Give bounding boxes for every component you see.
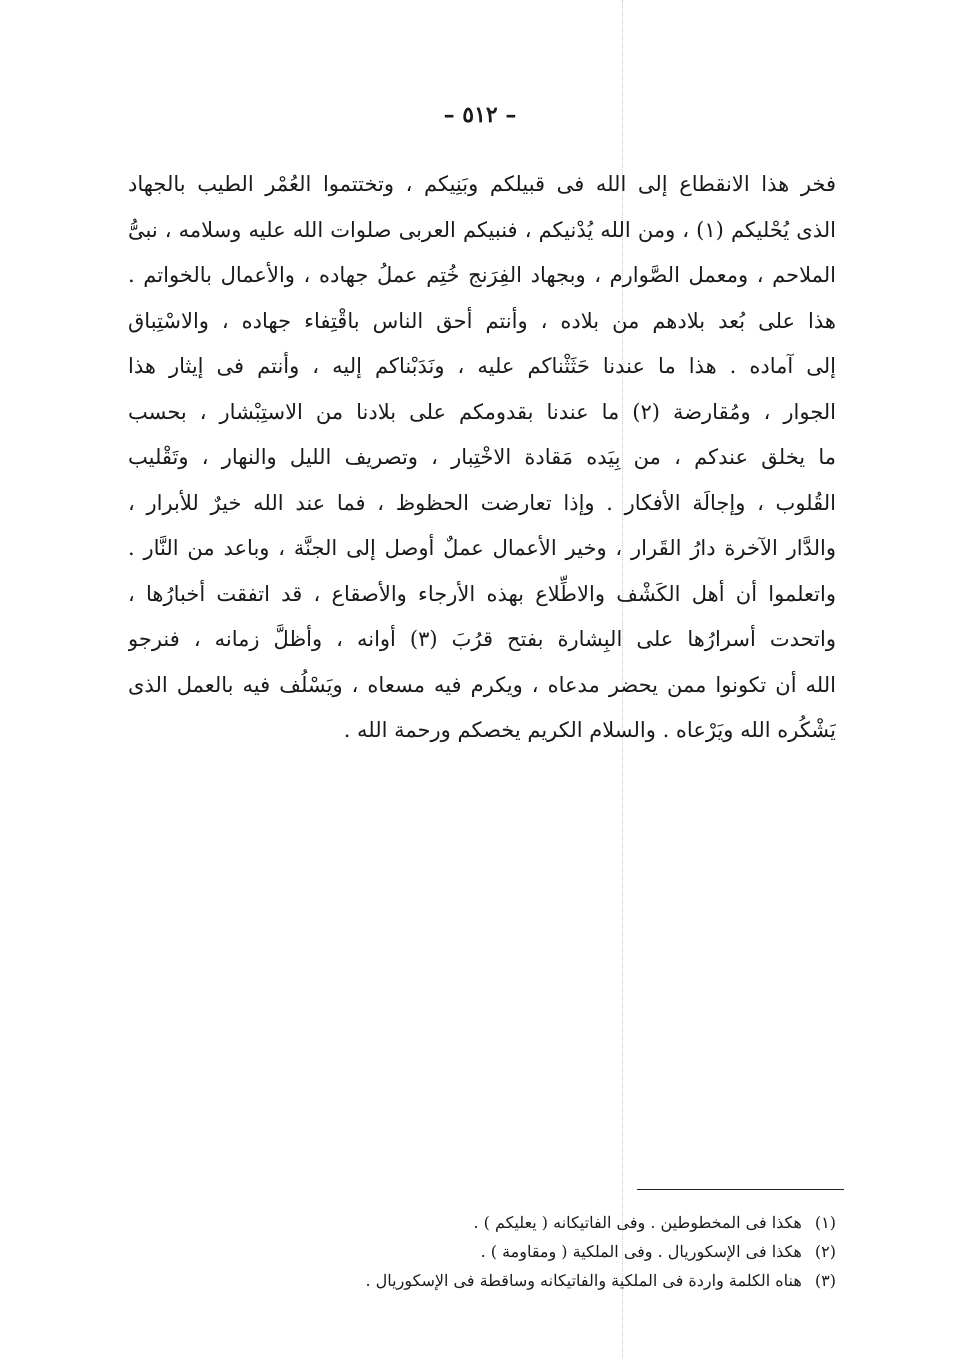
body-line: الملاحم ، ومعمل الصَّوارم ، وبجهاد الفِرَنج خُتِم عملُ جهاده ، والأعمال بالخواتم . bbox=[128, 263, 836, 287]
body-line: الجوار ، ومُقارضة (٢) ما عندنا بقدومكم على بلادنا من الاستِبْشار ، بحسب bbox=[128, 399, 836, 424]
body-line: الله أن تكونوا ممن يحضر مدعاه ، ويكرم فيه مسعاه ، ويَسْلُف فيه بالعمل الذى bbox=[128, 672, 836, 697]
footnote-text: هكذا فى المخطوطين . وفى الفاتيكانه ( يعليكم ) . bbox=[473, 1213, 802, 1232]
footnotes bbox=[200, 1208, 836, 1295]
body-line: واتعلموا أن أهل الكَشْف والاطِّلاع بهذه الأرجاء والأصقاع ، قد اتفقت أخبارُها ، bbox=[128, 581, 836, 606]
footnote-text: هكذا فى الإسكوريال . وفى الملكية ( ومقاومة ) . bbox=[480, 1242, 802, 1261]
body-line: القُلوب ، وإجالَة الأفكار . وإذا تعارضت الحظوظ ، فما عند الله خيرٌ للأبرار ، bbox=[128, 490, 836, 515]
footnote-3 bbox=[200, 1266, 836, 1295]
body-line: هذا على بُعد بلادهم من بلاده ، وأنتم أحق الناس باقْتِفاء جهاده ، والاسْتِباق bbox=[128, 308, 836, 333]
body-line: ما يخلق عندكم ، من بِيَده مَقادة الاخْتِبار ، وتصريف الليل والنهار ، وتَقْليب bbox=[128, 445, 836, 469]
footnote-number: (٢) bbox=[814, 1242, 836, 1261]
footnote-1 bbox=[200, 1208, 836, 1237]
body-line: والدَّار الآخرة دارُ القَرار ، وخير الأعمال عملٌ أوصل إلى الجنَّة ، وباعد من النَّار . bbox=[128, 536, 836, 560]
page-number: – ٥١٢ – bbox=[443, 102, 517, 128]
footnote-text: هناه الكلمة واردة فى الملكية والفاتيكانه وساقطة فى الإسكوريال . bbox=[365, 1271, 802, 1290]
body-line: الذى يُحْليكم (١) ، ومن الله يُدْنيكم ، فنبيكم العربى صلوات الله عليه وسلامه ، نبىُّ bbox=[128, 217, 836, 242]
footnote-number: (١) bbox=[814, 1213, 836, 1232]
footnote-2 bbox=[200, 1237, 836, 1266]
body-line: واتحدت أسرارُها على البِشارة بفتح قرُبَ (٣) أوانه ، وأظلَّ زمانه ، فنرجو bbox=[128, 627, 836, 651]
footnote-divider bbox=[637, 1189, 844, 1190]
body-text bbox=[128, 162, 836, 754]
body-line: إلى آماده . هذا ما عندنا حَثَثْناكم عليه ، ونَدَبْناكم إليه ، وأنتم فى إيثار هذا bbox=[128, 354, 836, 378]
footnote-number: (٣) bbox=[814, 1271, 836, 1290]
body-line-last: يَشْكُره الله ويَرْعاه . والسلام الكريم يخصكم ورحمة الله . bbox=[343, 718, 836, 742]
body-line: فخر هذا الانقطاع إلى الله فى قبيلكم وبَنِيكم ، وتختتموا العُمْر الطيب بالجهاد bbox=[128, 172, 836, 196]
